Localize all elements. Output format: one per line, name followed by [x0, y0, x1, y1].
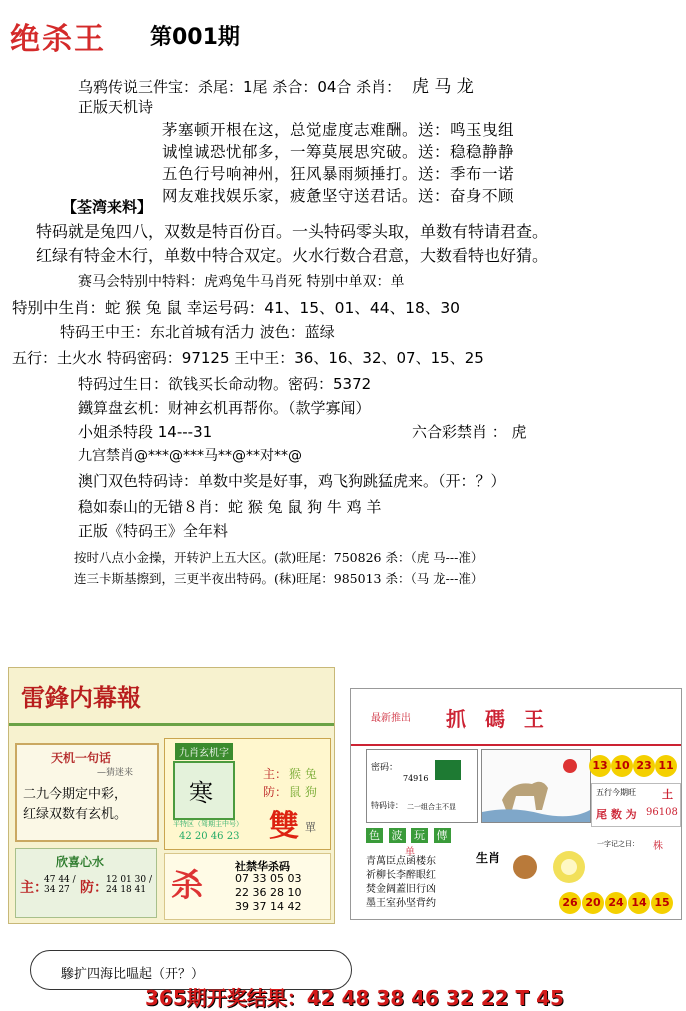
- wuhang-label: 五行今期旺: [596, 788, 636, 797]
- xinxi-box: [15, 848, 157, 918]
- liuhecai-line: 六合彩禁肖 ： 虎: [412, 423, 527, 441]
- anshi-line-2: 连三卡斯基擦到，三更半夜出特码。(秣)旺尾：985013 杀：（马 龙---准）: [74, 571, 484, 586]
- tianjishi-heading: 正版天机诗: [78, 98, 154, 116]
- top-circle-1: 13: [589, 755, 611, 777]
- jiugong-line: 九宫禁肖@***@***马**@**对**@: [78, 448, 302, 464]
- tiesuan-line: 鐵算盘玄机：财神玄机再帮你。（款学寡闻）: [78, 399, 371, 417]
- zhu-label: 主：: [263, 767, 288, 781]
- poem-line-4: 网友难找娱乐家，疲惫坚守送君话。送：奋身不顾: [162, 187, 515, 205]
- top-circle-4: 11: [655, 755, 677, 777]
- anshi-line-1: 按时八点小金操，开转沪上五大区。(款)旺尾：750826 杀：（虎 马---准）: [74, 550, 484, 565]
- tianji-poem-1: 二九今期定中彩，: [23, 787, 128, 802]
- zhuamawang-title: 抓 碼 王: [446, 707, 550, 731]
- fang-label: 防：: [263, 785, 288, 799]
- temawang-line: 特码王中王：东北首城有活力 波色：蓝绿: [60, 323, 335, 341]
- mima-label: 密码：: [371, 763, 399, 773]
- han-char: 寒: [189, 779, 213, 807]
- top-circle-3: 23: [633, 755, 655, 777]
- wenru-line: 稳如泰山的无错８肖：蛇 猴 兔 鼠 狗 牛 鸡 羊: [78, 498, 382, 516]
- shengxiao-poem: [366, 855, 436, 911]
- guoshengri-line: 特码过生日：欲钱买长命动物。密码：5372: [78, 375, 372, 393]
- weishu-value: 96108: [646, 807, 678, 818]
- issue-number: 第001期: [150, 25, 240, 50]
- pingte-numbers: 42 20 46 23: [179, 831, 240, 842]
- ad-divider: [9, 723, 334, 726]
- page-title: 绝杀王: [10, 22, 106, 57]
- fang-value: 鼠 狗: [289, 785, 317, 799]
- zhu2-numbers: 47 44 / 34 27: [44, 875, 76, 895]
- paragraph-2: 红绿有特金木行，单数中特合双定。火水行数合君意，大数看特也好猜。: [36, 246, 549, 265]
- saima-line: 赛马会特别中特料：虎鸡兔牛马肖死 特别中单双：单: [78, 274, 405, 290]
- zhuamawang-header: [351, 689, 681, 746]
- se-line: [366, 827, 451, 843]
- tianji-box: [15, 743, 159, 842]
- shequ-row-1: 07 33 05 03: [235, 872, 302, 885]
- zhu2-label: 主：: [20, 880, 48, 896]
- top-circles: [589, 753, 677, 779]
- mima-box: [366, 749, 478, 823]
- top-circle-2: 10: [611, 755, 633, 777]
- shengxiao-label: 生肖: [476, 851, 501, 865]
- xiaojie-line: 小姐杀特段 14---31: [78, 423, 213, 441]
- wuhang-value: 土: [662, 788, 673, 801]
- poem-line-1: 茅塞顿开根在这，总觉虚度志难酬。送：鸣玉曳组: [162, 121, 515, 139]
- zhengban-line: 正版《特码王》全年料: [78, 522, 229, 540]
- result-banner: 365期开奖结果：42 48 38 46 32 22 T 45: [145, 986, 564, 1010]
- sha-char: 杀: [171, 866, 204, 904]
- bottom-circle-2: 20: [582, 892, 604, 914]
- zhu-value: 猴 兔: [289, 767, 317, 781]
- cloud-text: 驂扩四海比嗢起（开？）: [61, 967, 205, 982]
- shengxiao-line: 特别中生肖：蛇 猴 兔 鼠 幸运号码：41、15、01、44、18、30: [12, 299, 461, 317]
- wuhang-box: [591, 783, 681, 827]
- logo-icon: [435, 760, 461, 780]
- leifeng-ad: [8, 667, 335, 924]
- dan-label: 单: [405, 847, 415, 858]
- xinxi-title: 欣喜心水: [56, 855, 105, 869]
- wuya-text: 乌鸦传说三件宝：杀尾：1尾 杀合：04合 杀肖：: [78, 78, 402, 96]
- section-heading: 【荃湾来料】: [62, 198, 153, 216]
- bottom-circle-3: 24: [605, 892, 627, 914]
- shequ-row-2: 22 36 28 10: [235, 886, 302, 899]
- se-char-4: 傳: [434, 828, 451, 843]
- shequ-row-3: 39 37 14 42: [235, 900, 302, 913]
- pingte-label: 平特区（驾期主中号）: [173, 820, 243, 828]
- goat-picture: [481, 749, 591, 823]
- shengxiao-poem-3: 焚金阔蓋旧行凶: [366, 884, 436, 895]
- tianji-poem-2: 红绿双数有玄机。: [23, 807, 128, 822]
- tema-shi-value: 二一组合主不显: [407, 803, 456, 811]
- bottom-circle-5: 15: [651, 892, 673, 914]
- yiju-label: 一字记之曰：: [597, 840, 639, 848]
- mima-value: 74916: [403, 774, 429, 783]
- bottom-circle-1: 26: [559, 892, 581, 914]
- bottom-circles: [559, 892, 679, 916]
- se-char-3: 玩: [411, 828, 428, 843]
- wuya-line: [78, 72, 474, 97]
- fang2-label: 防：: [80, 880, 108, 896]
- jiuxiao-box: [164, 738, 331, 850]
- shengxiao-poem-4: 墨王室孙坚背约: [366, 898, 436, 909]
- se-char-1: 色: [366, 828, 383, 843]
- bottom-circle-4: 14: [628, 892, 650, 914]
- aomen-line: 澳门双色特码诗：单数中奖是好事，鸡飞狗跳猛虎来。（开：？）: [78, 472, 506, 490]
- se-char-2: 波: [389, 828, 406, 843]
- weishu-label: 尾 数 为: [596, 808, 637, 821]
- jiuxiao-title: 九肖玄机字: [175, 743, 233, 760]
- tianji-title: 天机一句话: [51, 751, 112, 765]
- shengxiao-poem-1: 青萬臣点函楼东: [366, 856, 436, 867]
- paragraph-1: 特码就是兔四八，双数是特百份百。一头特码零头取，单数有特请君查。: [36, 222, 549, 241]
- han-box: [173, 761, 235, 820]
- shengxiao-poem-2: 祈柳长李醉眼红: [366, 870, 436, 881]
- dan-char: 單: [305, 821, 316, 834]
- shuang-char: 雙: [269, 809, 299, 844]
- zhuamawang-ad: [350, 688, 682, 920]
- fang2-numbers: 12 01 30 / 24 18 41: [106, 875, 152, 895]
- goat-icon: [482, 750, 590, 822]
- wuxing-line: 五行：土火水 特码密码：97125 王中王：36、16、32、07、15、25: [12, 349, 484, 367]
- tianji-sub: —猜迷来: [97, 768, 134, 778]
- shequ-box: [164, 853, 331, 920]
- tema-shi-label: 特码诗：: [371, 801, 403, 810]
- zuixin-label: 最新推出: [371, 713, 411, 724]
- yiju-value: 株: [653, 841, 663, 852]
- poem-line-3: 五色行号响神州，狂风暴雨频捶打。送：季布一诺: [162, 165, 515, 183]
- poem-line-2: 诚惶诚恐忧郁多，一筹莫展思究破。送：稳稳静静: [162, 143, 515, 161]
- leifeng-title: 雷鋒内幕報: [21, 683, 141, 712]
- wuya-zodiac: 虎 马 龙: [411, 77, 474, 97]
- shequ-title: 社禁华杀码: [235, 860, 290, 873]
